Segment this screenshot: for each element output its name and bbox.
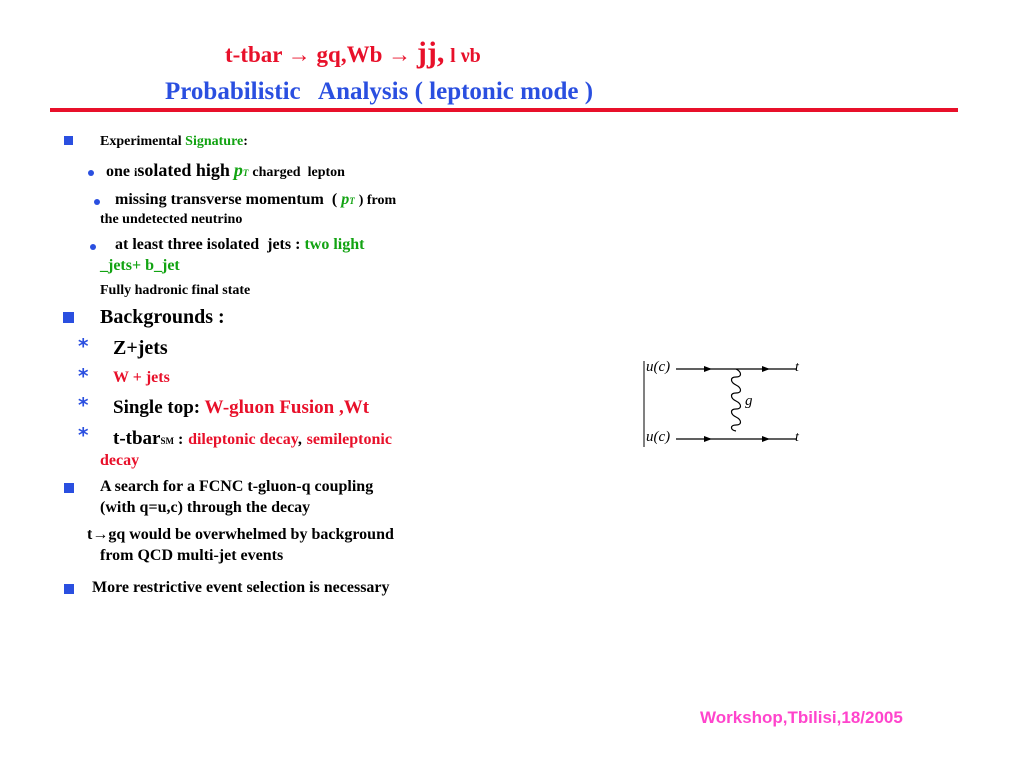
signature-item-lepton: [106, 160, 345, 181]
item3-wgluon: W-gluon Fusion: [204, 397, 335, 418]
item2-a: missing transverse momentum (: [115, 191, 338, 208]
arrow-icon: [704, 366, 712, 372]
label-bottom-in: u(c): [646, 429, 671, 445]
item4-a: t-tbar: [113, 428, 161, 449]
bullet-star: *: [78, 423, 89, 447]
bullet-dot: [94, 199, 100, 205]
item4-comma: ,: [297, 431, 302, 448]
search-line-1: A search for a FCNC t-gluon-q coupling: [100, 478, 374, 495]
arrow-icon: [762, 436, 770, 442]
bullet-square: [64, 483, 74, 493]
item1-d: charged lepton: [252, 165, 345, 180]
item4-b: :: [173, 431, 184, 448]
search-line-4: from QCD multi-jet events: [100, 547, 284, 564]
search-line-2: (with q=u,c) through the decay: [100, 499, 311, 516]
background-zjets: Z+jets: [113, 337, 168, 359]
item4-sub: SM: [160, 436, 174, 446]
page-title: Probabilistic Analysis ( leptonic mode ): [165, 78, 594, 105]
arrow-icon: [704, 436, 712, 442]
bullet-star: *: [78, 364, 89, 388]
conclusion: More restrictive event selection is necessary: [92, 579, 390, 596]
signature-word: Signature: [185, 134, 244, 149]
item2-b: ) from: [358, 193, 397, 208]
bullet-square: [64, 584, 74, 594]
item4-semileptonic: semileptonic: [306, 431, 392, 448]
item1-a: one: [106, 163, 130, 180]
item2-p: p: [341, 191, 350, 208]
label-top-in: u(c): [646, 359, 671, 375]
title-line-1: [225, 36, 481, 70]
footer-text: Workshop,Tbilisi,18/2005: [700, 708, 903, 727]
backgrounds-heading: Backgrounds :: [100, 306, 225, 328]
item1-p: p: [233, 160, 243, 180]
title-part-b: jj,: [416, 36, 445, 69]
signature-prefix: Experimental: [100, 134, 182, 149]
title-part-a: t-tbar → gq,Wb →: [225, 42, 412, 67]
item3-b: two light: [304, 236, 365, 253]
background-wjets: W + jets: [113, 369, 170, 386]
arrow-icon: [762, 366, 770, 372]
item1-b: i: [134, 165, 138, 179]
bullet-star: *: [78, 393, 89, 417]
bullet-square: [64, 136, 73, 145]
search-line-3: t→gq would be overwhelmed by background: [87, 526, 394, 543]
item3-a: at least three isolated jets :: [115, 236, 301, 253]
item3-wt: ,Wt: [338, 397, 370, 418]
item2-c: the undetected neutrino: [100, 212, 243, 227]
label-bottom-out: t: [795, 430, 799, 445]
bullet-dot: [88, 170, 94, 176]
bullet-star: *: [78, 334, 89, 358]
signature-note: Fully hadronic final state: [100, 283, 251, 298]
bullet-dot: [90, 244, 96, 250]
label-gluon: g: [745, 393, 753, 409]
item1-c: solated high: [137, 160, 230, 180]
label-top-out: t: [795, 360, 799, 375]
title-divider: [50, 108, 958, 112]
item3-label: Single top:: [113, 397, 201, 418]
item3-c: _jets+ b_jet: [100, 257, 180, 274]
signature-item-missing: [115, 191, 396, 209]
item4-decay: decay: [100, 452, 140, 469]
signature-heading: [100, 134, 248, 150]
gluon-line: [732, 369, 741, 431]
background-ttbar: [113, 428, 392, 450]
signature-item-jets: [115, 236, 364, 254]
item1-sub: T: [242, 168, 249, 178]
background-single-top: [113, 397, 369, 419]
feynman-diagram: [642, 357, 802, 451]
title-part-c: l νb: [450, 45, 481, 67]
item4-dileptonic: dileptonic decay: [188, 431, 298, 448]
bullet-square: [63, 312, 74, 323]
item2-sub: T: [349, 196, 355, 206]
signature-colon: :: [243, 134, 248, 149]
